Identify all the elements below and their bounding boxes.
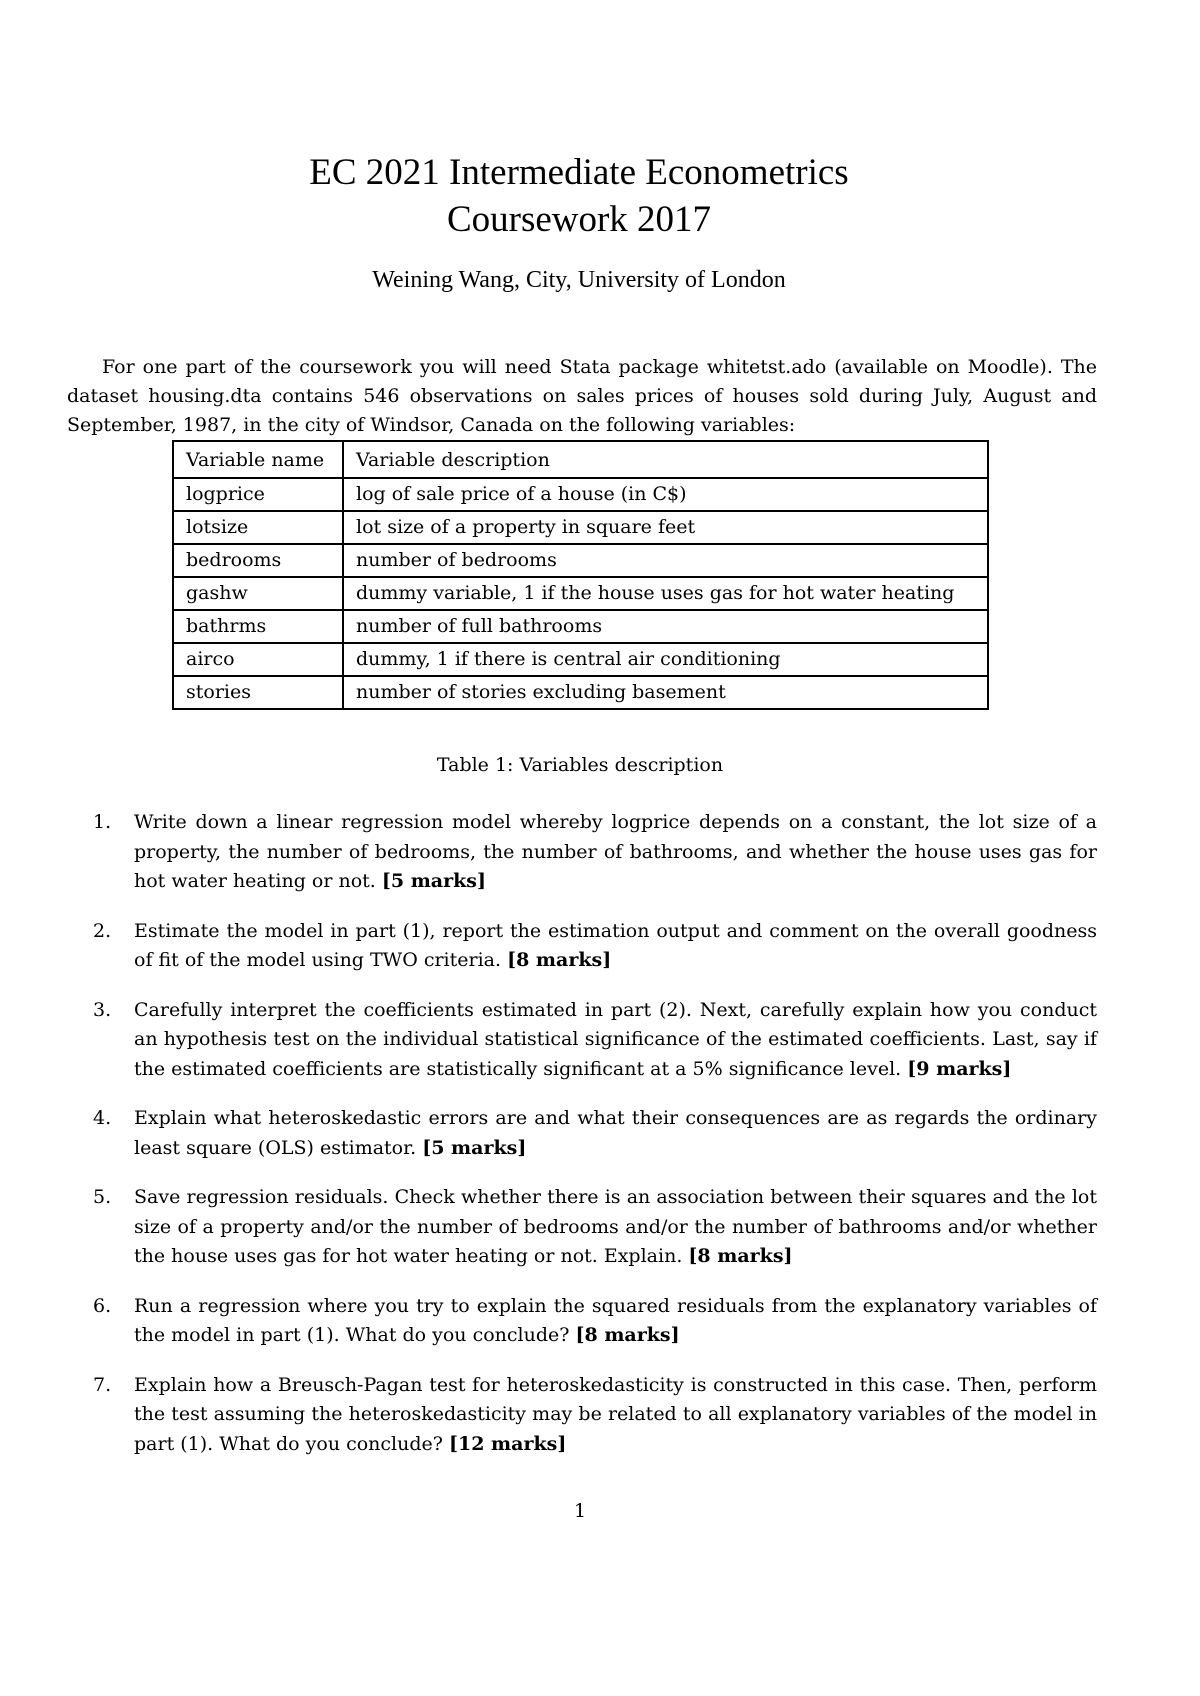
- question-number: 5.: [93, 1186, 112, 1208]
- variables-table: [172, 440, 989, 710]
- author-line: Weining Wang, City, University of London: [372, 267, 786, 293]
- question-text: Estimate the model in part (1), report the estimation output and comment on the overall goodness of fit of the model using TWO criteria.: [134, 919, 1097, 971]
- table-header-cell: Variable name: [173, 441, 343, 478]
- question-text: Run a regression where you try to explain the squared residuals from the explanatory variables of the model in part (1). What do you conclude?: [134, 1294, 1097, 1346]
- question-item: [67, 808, 1097, 897]
- question-marks: [5 marks]: [422, 1136, 527, 1159]
- question-item: [67, 996, 1097, 1085]
- question-marks: [5 marks]: [381, 870, 486, 892]
- table-header-row: [173, 441, 988, 478]
- question-text: Write down a linear regression model whereby logprice depends on a constant, the lot size of a property, the number of bedrooms, the number of bathrooms, and whether the house uses gas for hot water heating or not.: [134, 811, 1097, 892]
- table-cell-variable: bathrms: [173, 610, 343, 643]
- table-header-cell: Variable description: [343, 441, 988, 478]
- question-number: 4.: [93, 1107, 112, 1129]
- table-row: [173, 577, 988, 610]
- table-cell-variable: bedrooms: [173, 544, 343, 577]
- question-marks: [8 marks]: [507, 949, 612, 971]
- table-cell-variable: gashw: [173, 577, 343, 610]
- question-text: Explain what heteroskedastic errors are and what their consequences are as regards the ordinary least square (OLS) estimator.: [134, 1107, 1097, 1159]
- intro-paragraph: For one part of the coursework you will need Stata package whitetst.ado (available on Moodle). The dataset housing.dta contains 546 observations on sales prices of houses sold during July, August and September, 1987, in the city of Windsor, Canada on the following variables:: [67, 356, 1097, 436]
- table-cell-description: dummy variable, 1 if the house uses gas for hot water heating: [343, 577, 988, 610]
- document-title: EC 2021 Intermediate Econometrics: [309, 152, 849, 193]
- question-text: Explain how a Breusch-Pagan test for heteroskedasticity is constructed in this case. Then, perform the test assuming the heteroskedasticity may be related to all explanatory variables of the model in part (1). What do you conclude?: [134, 1373, 1097, 1455]
- question-item: [67, 1292, 1097, 1351]
- table-row: [173, 544, 988, 577]
- question-item: [67, 1104, 1097, 1163]
- questions-list: [67, 808, 1097, 1479]
- table-row: [173, 643, 988, 676]
- table-cell-variable: stories: [173, 676, 343, 709]
- question-marks: [8 marks]: [688, 1245, 793, 1267]
- table-cell-description: number of full bathrooms: [343, 610, 988, 643]
- table-row: [173, 610, 988, 643]
- question-number: 2.: [93, 919, 112, 942]
- table-cell-variable: lotsize: [173, 511, 343, 544]
- question-item: [67, 1371, 1097, 1460]
- question-marks: [12 marks]: [449, 1432, 567, 1455]
- table-cell-variable: logprice: [173, 478, 343, 511]
- question-item: [67, 917, 1097, 976]
- table-cell-description: number of stories excluding basement: [343, 676, 988, 709]
- page-number: 1: [573, 1500, 587, 1522]
- question-text: Save regression residuals. Check whether there is an association between their squares and the lot size of a property and/or the number of bedrooms and/or the number of bathrooms and/or whether the house uses gas for hot water heating or not. Explain.: [134, 1186, 1097, 1267]
- table-row: [173, 676, 988, 709]
- question-number: 3.: [93, 998, 112, 1021]
- table-row: [173, 478, 988, 511]
- table-cell-description: number of bedrooms: [343, 544, 988, 577]
- table-caption: Table 1: Variables description: [436, 754, 724, 776]
- question-marks: [8 marks]: [575, 1324, 680, 1346]
- document-subtitle: Coursework 2017: [446, 199, 712, 240]
- question-number: 6.: [93, 1294, 112, 1317]
- table-row: [173, 511, 988, 544]
- table-cell-description: log of sale price of a house (in C$): [343, 478, 988, 511]
- question-marks: [9 marks]: [907, 1057, 1012, 1080]
- question-number: 7.: [93, 1373, 112, 1396]
- table-cell-description: dummy, 1 if there is central air conditioning: [343, 643, 988, 676]
- question-text: Carefully interpret the coefficients estimated in part (2). Next, carefully explain how you conduct an hypothesis test on the individual statistical significance of the estimated coefficients. Last, say if the estimated coefficients are statistically significant at a 5% significance level.: [134, 998, 1097, 1080]
- table-cell-variable: airco: [173, 643, 343, 676]
- question-number: 1.: [93, 811, 112, 833]
- table-cell-description: lot size of a property in square feet: [343, 511, 988, 544]
- question-item: [67, 1183, 1097, 1272]
